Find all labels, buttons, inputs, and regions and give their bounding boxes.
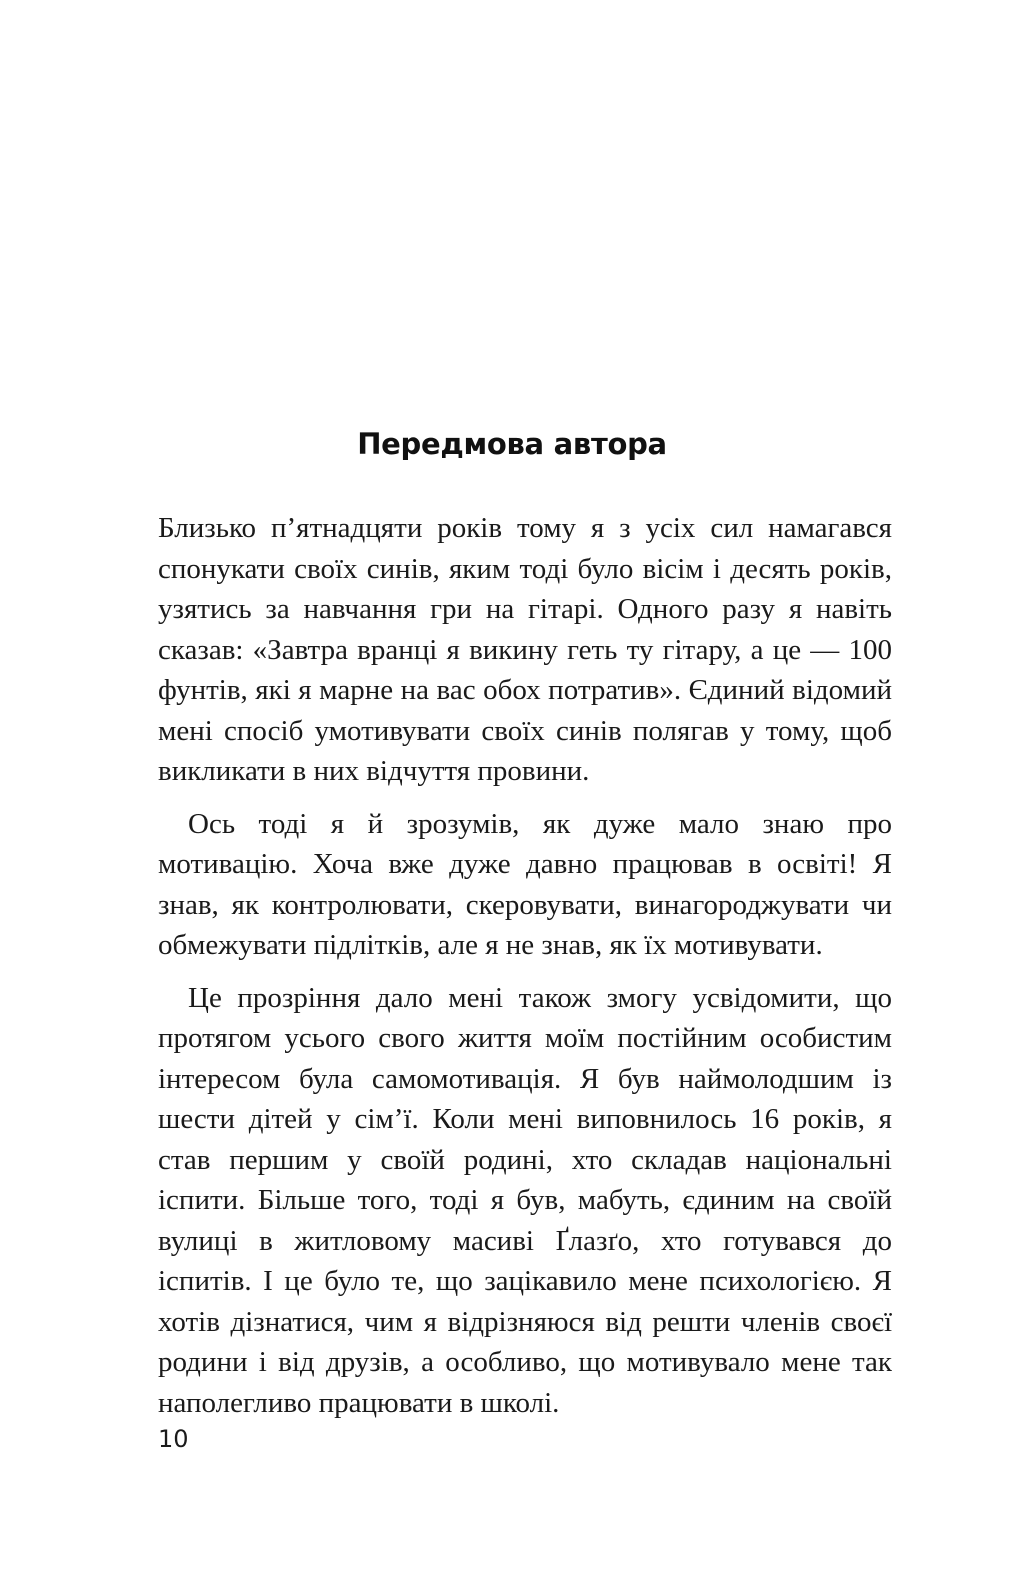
chapter-title: Передмова автора [357, 427, 667, 461]
paragraph-1: Близько п’ятнадцяти років тому я з усіх сил намагався спонукати своїх синів, яким тоді було вісім і десять років, узятись за навчання гри на гітарі. Одного разу я навіть сказав: «Завтра вранці я викину геть ту гітару, а це — 100 фунтів, які я марне на вас обох потратив». Єдиний відомий мені спосіб умотивувати своїх синів полягав у тому, щоб викликати в них відчуття провини. [158, 512, 892, 787]
body-text [158, 508, 892, 1435]
page-number: 10 [158, 1425, 189, 1453]
paragraph-3: Це прозріння дало мені також змогу усвідомити, що протягом усього свого життя моїм постійним особистим інтересом була самомотивація. Я був наймолодшим із шести дітей у сім’ї. Коли мені виповнилось 16 років, я став першим у своїй родині, хто складав національні іспити. Більше того, тоді я був, мабуть, єдиним на своїй вулиці в житловому масиві Ґлазґо, хто готувався до іспитів. І це було те, що зацікавило мене психологією. Я хотів дізнатися, чим я відрізняюся від решти членів своєї родини і від друзів, а особливо, що мотивувало мене так наполегливо працювати в школі. [158, 981, 892, 1419]
paragraph-2: Ось тоді я й зрозумів, як дуже мало знаю про мотивацію. Хоча вже дуже давно працював в освіті! Я знав, як контролювати, скеровувати, винагороджувати чи обмежувати підлітків, але я не знав, як їх мотивувати. [158, 807, 892, 961]
